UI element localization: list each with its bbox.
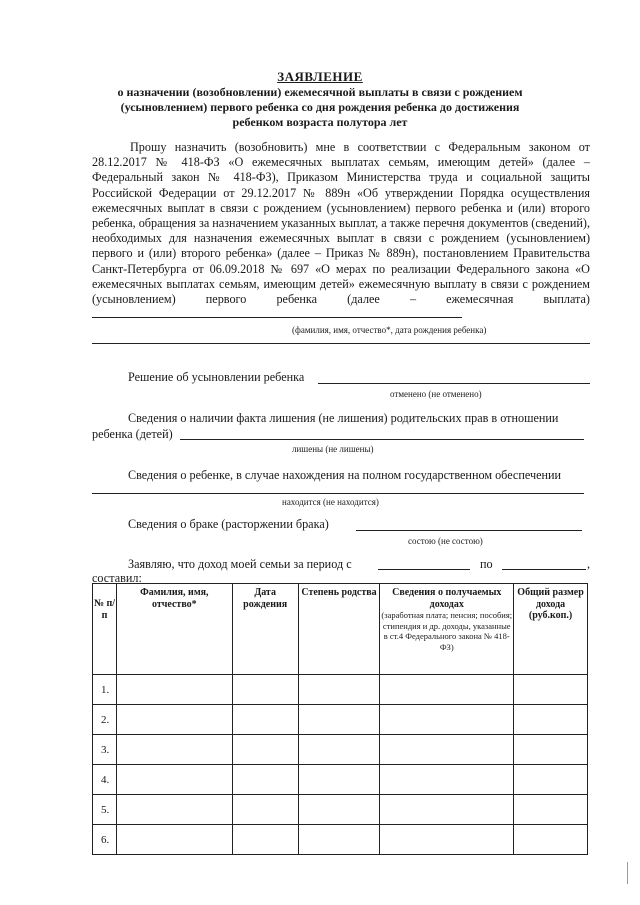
header-income-sub: (заработная плата; пенсия; пособия; стипендия и др. доходы, указанные в ст.4 Федерального закона № 418-ФЗ) bbox=[381, 610, 513, 652]
adoption-label: Решение об усыновлении ребенка bbox=[128, 370, 305, 384]
child-info-caption: (фамилия, имя, отчество*, дата рождения ребенка) bbox=[292, 325, 487, 335]
table-row bbox=[93, 795, 588, 825]
marriage-label: Сведения о браке (расторжении брака) bbox=[128, 517, 329, 531]
adoption-field[interactable] bbox=[318, 383, 590, 384]
cell-income[interactable] bbox=[380, 735, 514, 765]
row-number: 6. bbox=[93, 825, 117, 855]
cell-name[interactable] bbox=[116, 825, 232, 855]
header-name: Фамилия, имя, отчество* bbox=[116, 584, 232, 675]
document-title: ЗАЯВЛЕНИЕ bbox=[277, 69, 363, 84]
rights-field[interactable] bbox=[180, 439, 584, 440]
document-subtitle-line-3: ребенком возраста полутора лет bbox=[232, 115, 408, 129]
state-care-label: Сведения о ребенке, в случае нахождения на полном государственном обеспечении bbox=[128, 468, 562, 482]
rights-caption: лишены (не лишены) bbox=[292, 444, 374, 454]
cell-birth[interactable] bbox=[232, 825, 298, 855]
header-relation: Степень родства bbox=[298, 584, 380, 675]
cell-relation[interactable] bbox=[298, 765, 380, 795]
cell-birth[interactable] bbox=[232, 705, 298, 735]
cell-birth[interactable] bbox=[232, 795, 298, 825]
period-from-field[interactable] bbox=[378, 569, 470, 570]
header-total: Общий размер дохода (руб.коп.) bbox=[514, 584, 588, 675]
document-subtitle-line-2: (усыновлением) первого ребенка со дня рождения ребенка до достижения bbox=[120, 100, 520, 114]
income-label-end: составил: bbox=[92, 571, 142, 585]
rights-label-line-1: Сведения о наличии факта лишения (не лишения) родительских прав в отношении bbox=[128, 411, 559, 425]
request-paragraph bbox=[92, 140, 590, 322]
row-number: 2. bbox=[93, 705, 117, 735]
rights-label-line-2: ребенка (детей) bbox=[92, 427, 173, 441]
cell-name[interactable] bbox=[116, 735, 232, 765]
state-care-caption: находится (не находится) bbox=[282, 497, 379, 507]
adoption-caption: отменено (не отменено) bbox=[390, 389, 482, 399]
table-row bbox=[93, 705, 588, 735]
table-header-row bbox=[93, 584, 588, 675]
cell-income[interactable] bbox=[380, 825, 514, 855]
cell-name[interactable] bbox=[116, 765, 232, 795]
state-care-field[interactable] bbox=[92, 493, 584, 494]
header-num: № п/п bbox=[93, 584, 117, 675]
cell-total[interactable] bbox=[514, 795, 588, 825]
cell-relation[interactable] bbox=[298, 735, 380, 765]
marriage-caption: состою (не состою) bbox=[408, 536, 483, 546]
cell-income[interactable] bbox=[380, 765, 514, 795]
cell-name[interactable] bbox=[116, 795, 232, 825]
row-number: 5. bbox=[93, 795, 117, 825]
row-number: 3. bbox=[93, 735, 117, 765]
cell-total[interactable] bbox=[514, 675, 588, 705]
row-number: 4. bbox=[93, 765, 117, 795]
cell-name[interactable] bbox=[116, 705, 232, 735]
cell-total[interactable] bbox=[514, 825, 588, 855]
cell-relation[interactable] bbox=[298, 825, 380, 855]
cell-relation[interactable] bbox=[298, 795, 380, 825]
cell-income[interactable] bbox=[380, 705, 514, 735]
period-comma: , bbox=[587, 557, 591, 571]
cell-relation[interactable] bbox=[298, 705, 380, 735]
document-subtitle-line-1: о назначении (возобновлении) ежемесячной выплаты в связи с рождением bbox=[117, 85, 523, 99]
cell-total[interactable] bbox=[514, 735, 588, 765]
cell-birth[interactable] bbox=[232, 675, 298, 705]
table-row bbox=[93, 825, 588, 855]
cell-total[interactable] bbox=[514, 765, 588, 795]
child-info-extra-line[interactable] bbox=[92, 343, 590, 344]
cell-birth[interactable] bbox=[232, 735, 298, 765]
income-label: Заявляю, что доход моей семьи за период с bbox=[128, 557, 352, 571]
row-number: 1. bbox=[93, 675, 117, 705]
scan-edge-mark bbox=[627, 862, 628, 884]
period-to-field[interactable] bbox=[502, 569, 586, 570]
request-text: Прошу назначить (возобновить) мне в соответствии с Федеральным законом от 28.12.2017 № 418-ФЗ «О ежемесячных выплатах семьям, имеющим детей» (далее – Федеральный закон № 418-ФЗ), Приказом Министерства труда и социальной защиты Российской Федерации от 29.12.2017 № 889н «Об утверждении Порядка осуществления ежемесячных выплат в связи с рождением (усыновлением) первого ребенка и (или) второго ребенка, обращения за назначением указанных выплат, а также перечня документов (сведений), необходимых для назначения ежемесячных выплат в связи с рождением (усыновлением) первого и (или) второго ребенка» (далее – Приказ № 889н), постановлением Правительства Санкт-Петербурга от 06.09.2018 № 697 «О мерах по реализации Федерального закона «О ежемесячных выплатах семьям, имеющим детей» ежемесячную выплату в связи с рождением (усыновлением) первого ребенка (далее – ежемесячная выплата) bbox=[92, 140, 590, 307]
header-income: Сведения о получаемых доходах (заработная плата; пенсия; пособия; стипендия и др. доходы, указанные в ст.4 Федерального закона № 418-ФЗ) bbox=[380, 584, 514, 675]
cell-name[interactable] bbox=[116, 675, 232, 705]
table-row bbox=[93, 735, 588, 765]
marriage-field[interactable] bbox=[356, 530, 582, 531]
table-row bbox=[93, 675, 588, 705]
child-info-field[interactable] bbox=[92, 307, 462, 318]
table-row bbox=[93, 765, 588, 795]
cell-income[interactable] bbox=[380, 795, 514, 825]
cell-birth[interactable] bbox=[232, 765, 298, 795]
header-birth: Дата рождения bbox=[232, 584, 298, 675]
cell-total[interactable] bbox=[514, 705, 588, 735]
cell-relation[interactable] bbox=[298, 675, 380, 705]
cell-income[interactable] bbox=[380, 675, 514, 705]
family-income-table bbox=[92, 583, 588, 855]
period-to-label: по bbox=[480, 557, 493, 571]
